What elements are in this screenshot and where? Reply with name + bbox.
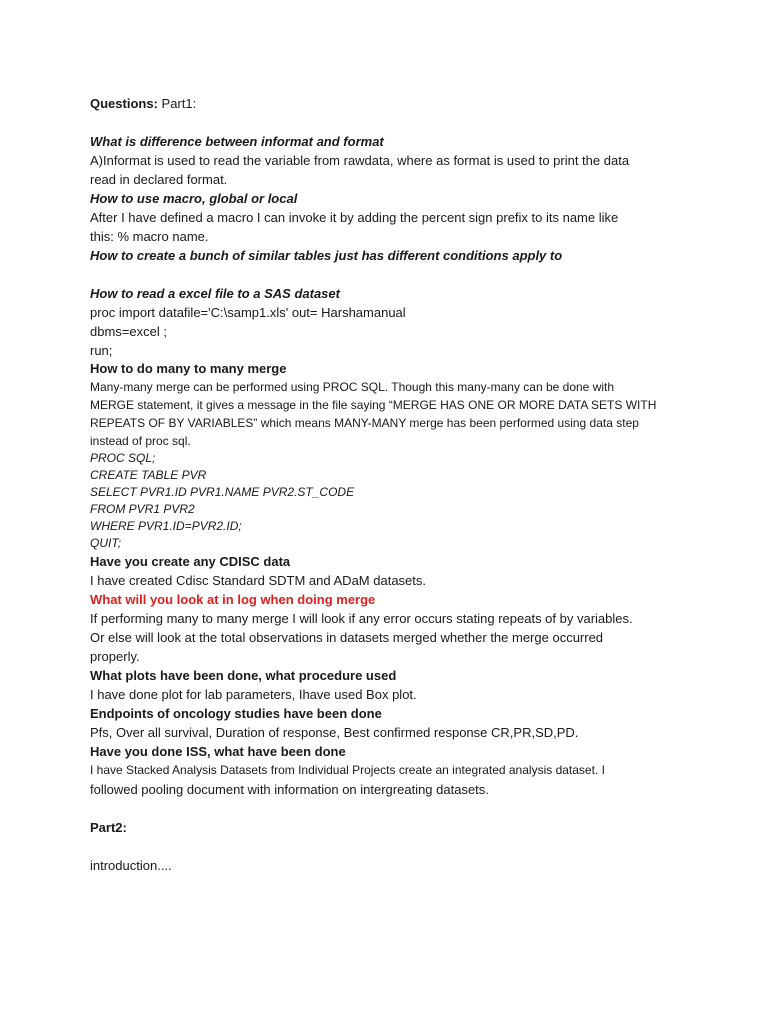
answer-line: followed pooling document with information on intergreating datasets. (90, 782, 489, 797)
part2-heading: Part2: (90, 820, 127, 835)
code-line: proc import datafile='C:\samp1.xls' out= Harshamanual (90, 305, 406, 320)
code-line: run; (90, 343, 113, 358)
document-heading: Questions: Part1: (90, 96, 197, 111)
answer-line: REPEATS OF BY VARIABLES” which means MANY-MANY merge has been performed using data step (90, 416, 639, 430)
answer-line: If performing many to many merge I will look if any error occurs stating repeats of by variables. (90, 611, 633, 626)
answer-line: I have Stacked Analysis Datasets from Individual Projects create an integrated analysis dataset. I (90, 763, 605, 777)
question-read-excel: How to read a excel file to a SAS dataset (90, 286, 340, 301)
document-body (90, 94, 690, 875)
question-cdisc: Have you create any CDISC data (90, 554, 291, 569)
question-many-to-many-merge: How to do many to many merge (90, 361, 287, 376)
answer-line: I have created Cdisc Standard SDTM and ADaM datasets. (90, 573, 427, 588)
question-iss: Have you done ISS, what have been done (90, 744, 346, 759)
introduction-text: introduction.... (90, 858, 172, 873)
question-similar-tables: How to create a bunch of similar tables just has different conditions apply to (90, 248, 563, 263)
answer-line: this: % macro name. (90, 229, 209, 244)
sql-code-line: SELECT PVR1.ID PVR1.NAME PVR2.ST_CODE (90, 485, 355, 499)
answer-line: MERGE statement, it gives a message in the file saying “MERGE HAS ONE OR MORE DATA SETS WITH (90, 398, 657, 412)
answer-line: After I have defined a macro I can invoke it by adding the percent sign prefix to its name like (90, 210, 619, 225)
sql-code-line: WHERE PVR1.ID=PVR2.ID; (90, 519, 242, 533)
answer-line: Pfs, Over all survival, Duration of response, Best confirmed response CR,PR,SD,PD. (90, 725, 579, 740)
question-macro: How to use macro, global or local (90, 191, 298, 206)
sql-code-line: QUIT; (90, 536, 122, 550)
question-oncology-endpoints: Endpoints of oncology studies have been done (90, 706, 382, 721)
answer-line: I have done plot for lab parameters, Ihave used Box plot. (90, 687, 417, 702)
question-informat-format: What is difference between informat and format (90, 134, 384, 149)
answer-line: A)Informat is used to read the variable from rawdata, where as format is used to print the data (90, 153, 630, 168)
sql-code-line: PROC SQL; (90, 451, 156, 465)
question-log-merge: What will you look at in log when doing merge (90, 592, 376, 607)
answer-line: Many-many merge can be performed using PROC SQL. Though this many-many can be done with (90, 380, 615, 394)
question-plots: What plots have been done, what procedure used (90, 668, 397, 683)
answer-line: Or else will look at the total observations in datasets merged whether the merge occurred (90, 630, 604, 645)
sql-code-line: CREATE TABLE PVR (90, 468, 207, 482)
sql-code-line: FROM PVR1 PVR2 (90, 502, 195, 516)
answer-line: read in declared format. (90, 172, 228, 187)
answer-line: instead of proc sql. (90, 434, 191, 448)
code-line: dbms=excel ; (90, 324, 167, 339)
answer-line: properly. (90, 649, 140, 664)
